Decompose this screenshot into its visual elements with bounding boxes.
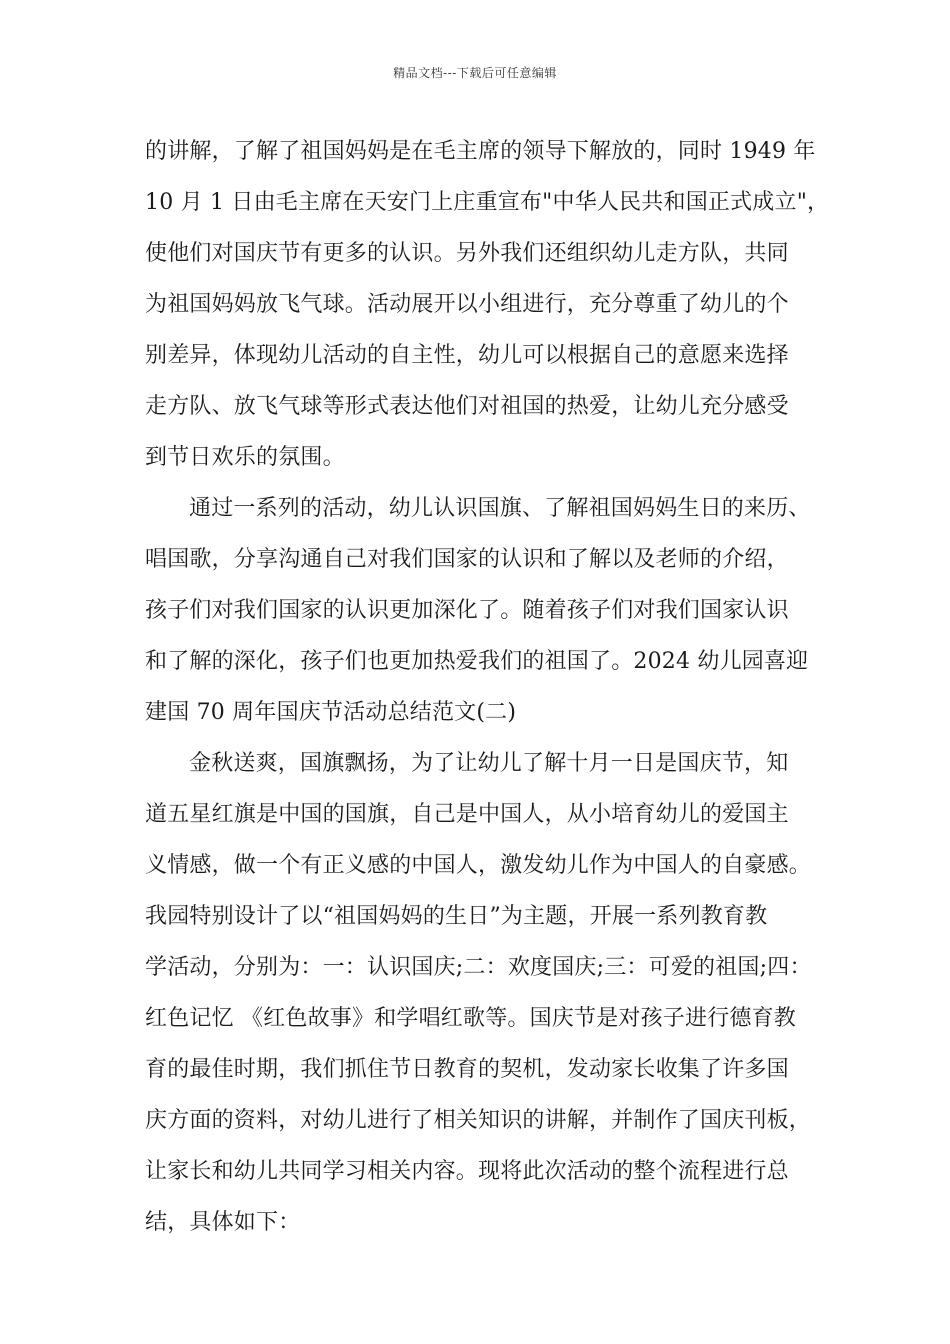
text-line: 金秋送爽，国旗飘扬，为了让幼儿了解十月一日是国庆节，知: [189, 751, 789, 776]
text-line: 孩子们对我们国家的认识更加深化了。随着孩子们对我们国家认识: [145, 598, 789, 623]
text-line: 我园特别设计了以“祖国妈妈的生日”为主题，开展一系列教育教: [145, 904, 768, 929]
text-line: 走方队、放飞气球等形式表达他们对祖国的热爱，让幼儿充分感受: [145, 394, 789, 419]
text-line: 10 月 1 日由毛主席在天安门上庄重宣布"中华人民共和国正式成立"，: [145, 190, 830, 215]
text-line: 到节日欢乐的氛围。: [145, 445, 345, 470]
text-line: 庆方面的资料，对幼儿进行了相关知识的讲解，并制作了国庆刊板，: [145, 1108, 812, 1133]
text-line: 建国 70 周年国庆节活动总结范文(二): [145, 700, 517, 725]
text-line: 让家长和幼儿共同学习相关内容。现将此次活动的整个流程进行总: [145, 1159, 789, 1184]
text-line: 结，具体如下：: [145, 1210, 301, 1235]
text-line: 育的最佳时期，我们抓住节日教育的契机，发动家长收集了许多国: [145, 1057, 789, 1082]
text-line: 红色记忆 《红色故事》和学唱红歌等。国庆节是对孩子进行德育教: [145, 1006, 796, 1031]
text-line: 道五星红旗是中国的国旗，自己是中国人，从小培育幼儿的爱国主: [145, 802, 789, 827]
page-header: 精品文档---下载后可任意编辑: [393, 66, 557, 80]
text-line: 义情感，做一个有正义感的中国人，激发幼儿作为中国人的自豪感。: [145, 853, 812, 878]
text-line: 别差异，体现幼儿活动的自主性，幼儿可以根据自己的意愿来选择: [145, 343, 789, 368]
text-line: 学活动，分别为：一：认识国庆;二：欢度国庆;三：可爱的祖国;四：: [145, 955, 812, 980]
text-line: 和了解的深化，孩子们也更加热爱我们的祖国了。2024 幼儿园喜迎: [145, 649, 809, 674]
text-line: 为祖国妈妈放飞气球。活动展开以小组进行，充分尊重了幼儿的个: [145, 292, 789, 317]
text-line: 使他们对国庆节有更多的认识。另外我们还组织幼儿走方队，共同: [145, 241, 789, 266]
document-body: [145, 132, 835, 1254]
text-line: 通过一系列的活动，幼儿认识国旗、了解祖国妈妈生日的来历、: [189, 496, 811, 521]
text-line: 的讲解，了解了祖国妈妈是在毛主席的领导下解放的，同时 1949 年: [145, 139, 816, 164]
text-line: 唱国歌，分享沟通自己对我们国家的认识和了解以及老师的介绍，: [145, 547, 789, 572]
